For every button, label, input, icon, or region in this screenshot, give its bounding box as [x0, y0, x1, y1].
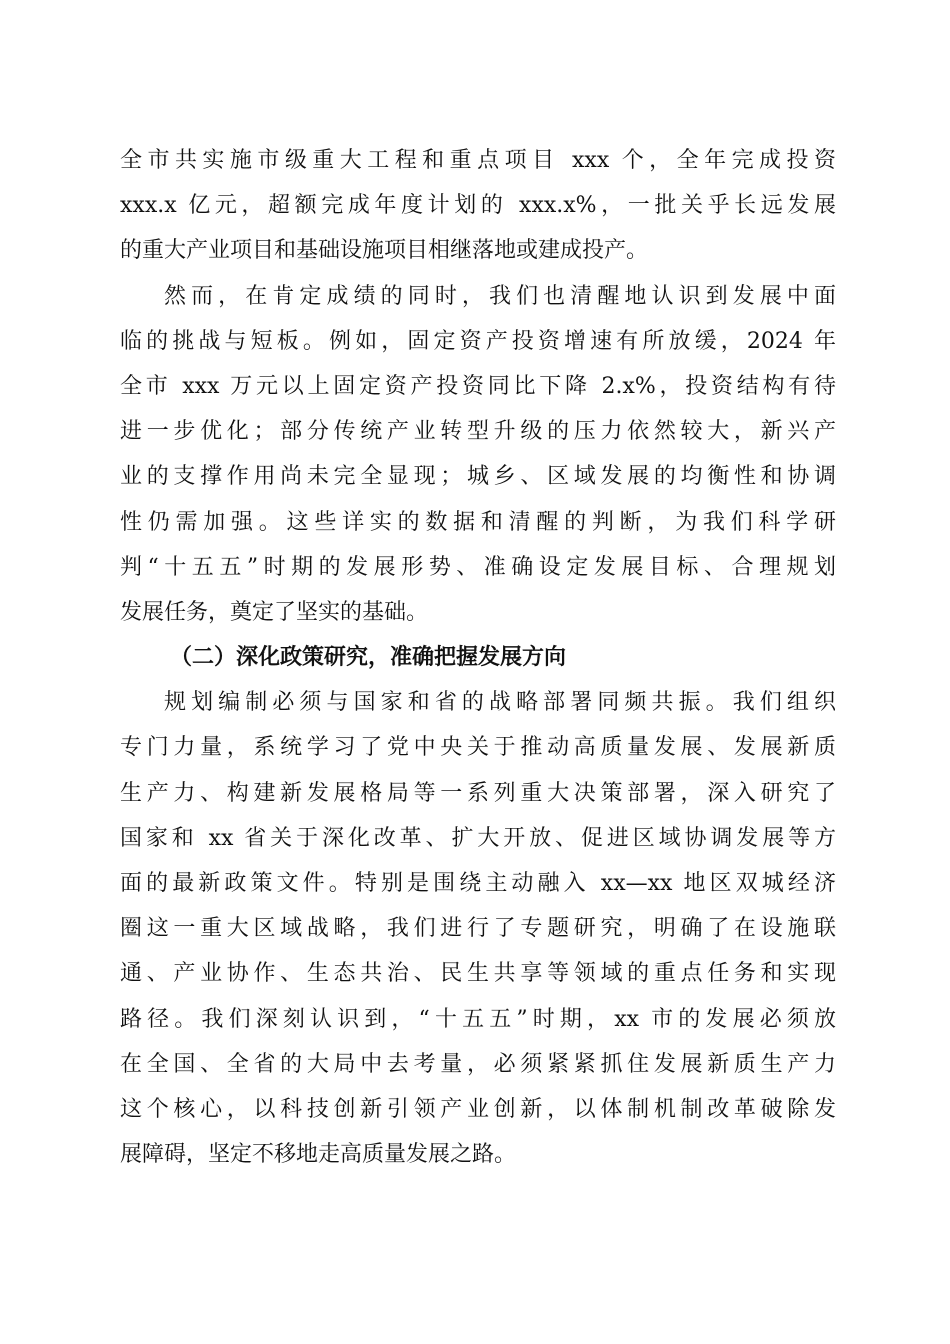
- text-line: 进一步优化；部分传统产业转型升级的压力依然较大，新兴产: [120, 419, 836, 445]
- text-line: 面的最新政策文件。特别是围绕主动融入 xx—xx 地区双城经济: [120, 871, 836, 896]
- text-line: 全市共实施市级重大工程和重点项目 xxx 个，全年完成投资: [120, 148, 836, 173]
- text-line: 圈这一重大区域战略，我们进行了专题研究，明确了在设施联: [120, 916, 836, 942]
- text-line: 发展任务，奠定了坚实的基础。: [120, 599, 429, 625]
- text-line: 在全国、全省的大局中去考量，必须紧紧抓住发展新质生产力: [120, 1051, 836, 1077]
- text-line: 专门力量，系统学习了党中央关于推动高质量发展、发展新质: [120, 735, 836, 761]
- text-line: 全市 xxx 万元以上固定资产投资同比下降 2.x%，投资结构有待: [120, 373, 836, 399]
- text-line: 然而，在肯定成绩的同时，我们也清醒地认识到发展中面: [164, 283, 836, 309]
- text-line: 的重大产业项目和基础设施项目相继落地或建成投产。: [120, 238, 649, 264]
- section-heading: （二）深化政策研究，准确把握发展方向: [170, 644, 567, 671]
- text-line: 判“十五五”时期的发展形势、准确设定发展目标、合理规划: [120, 554, 836, 580]
- paragraph-investment-results: [120, 138, 836, 274]
- text-line: 性仍需加强。这些详实的数据和清醒的判断，为我们科学研: [120, 509, 836, 535]
- paragraph-challenges: [120, 274, 836, 636]
- text-line: 这个核心，以科技创新引领产业创新，以体制机制改革破除发: [120, 1096, 836, 1122]
- text-line: 生产力、构建新发展格局等一系列重大决策部署，深入研究了: [120, 780, 836, 806]
- text-line: 业的支撑作用尚未完全显现；城乡、区域发展的均衡性和协调: [120, 464, 836, 490]
- text-line: 路径。我们深刻认识到，“十五五”时期，xx 市的发展必须放: [120, 1006, 836, 1032]
- text-line: 临的挑战与短板。例如，固定资产投资增速有所放缓，2024 年: [120, 328, 836, 354]
- section-heading-policy-research: [120, 635, 836, 680]
- text-line: 国家和 xx 省关于深化改革、扩大开放、促进区域协调发展等方: [120, 825, 836, 851]
- text-line: 通、产业协作、生态共治、民生共享等领域的重点任务和实现: [120, 961, 836, 987]
- text-line: xxx.x 亿元，超额完成年度计划的 xxx.x%，一批关乎长远发展: [120, 193, 836, 219]
- text-line: 展障碍，坚定不移地走高质量发展之路。: [120, 1142, 517, 1168]
- text-line: 规划编制必须与国家和省的战略部署同频共振。我们组织: [164, 690, 836, 716]
- paragraph-policy-research: [120, 680, 836, 1177]
- document-body: [120, 138, 836, 1177]
